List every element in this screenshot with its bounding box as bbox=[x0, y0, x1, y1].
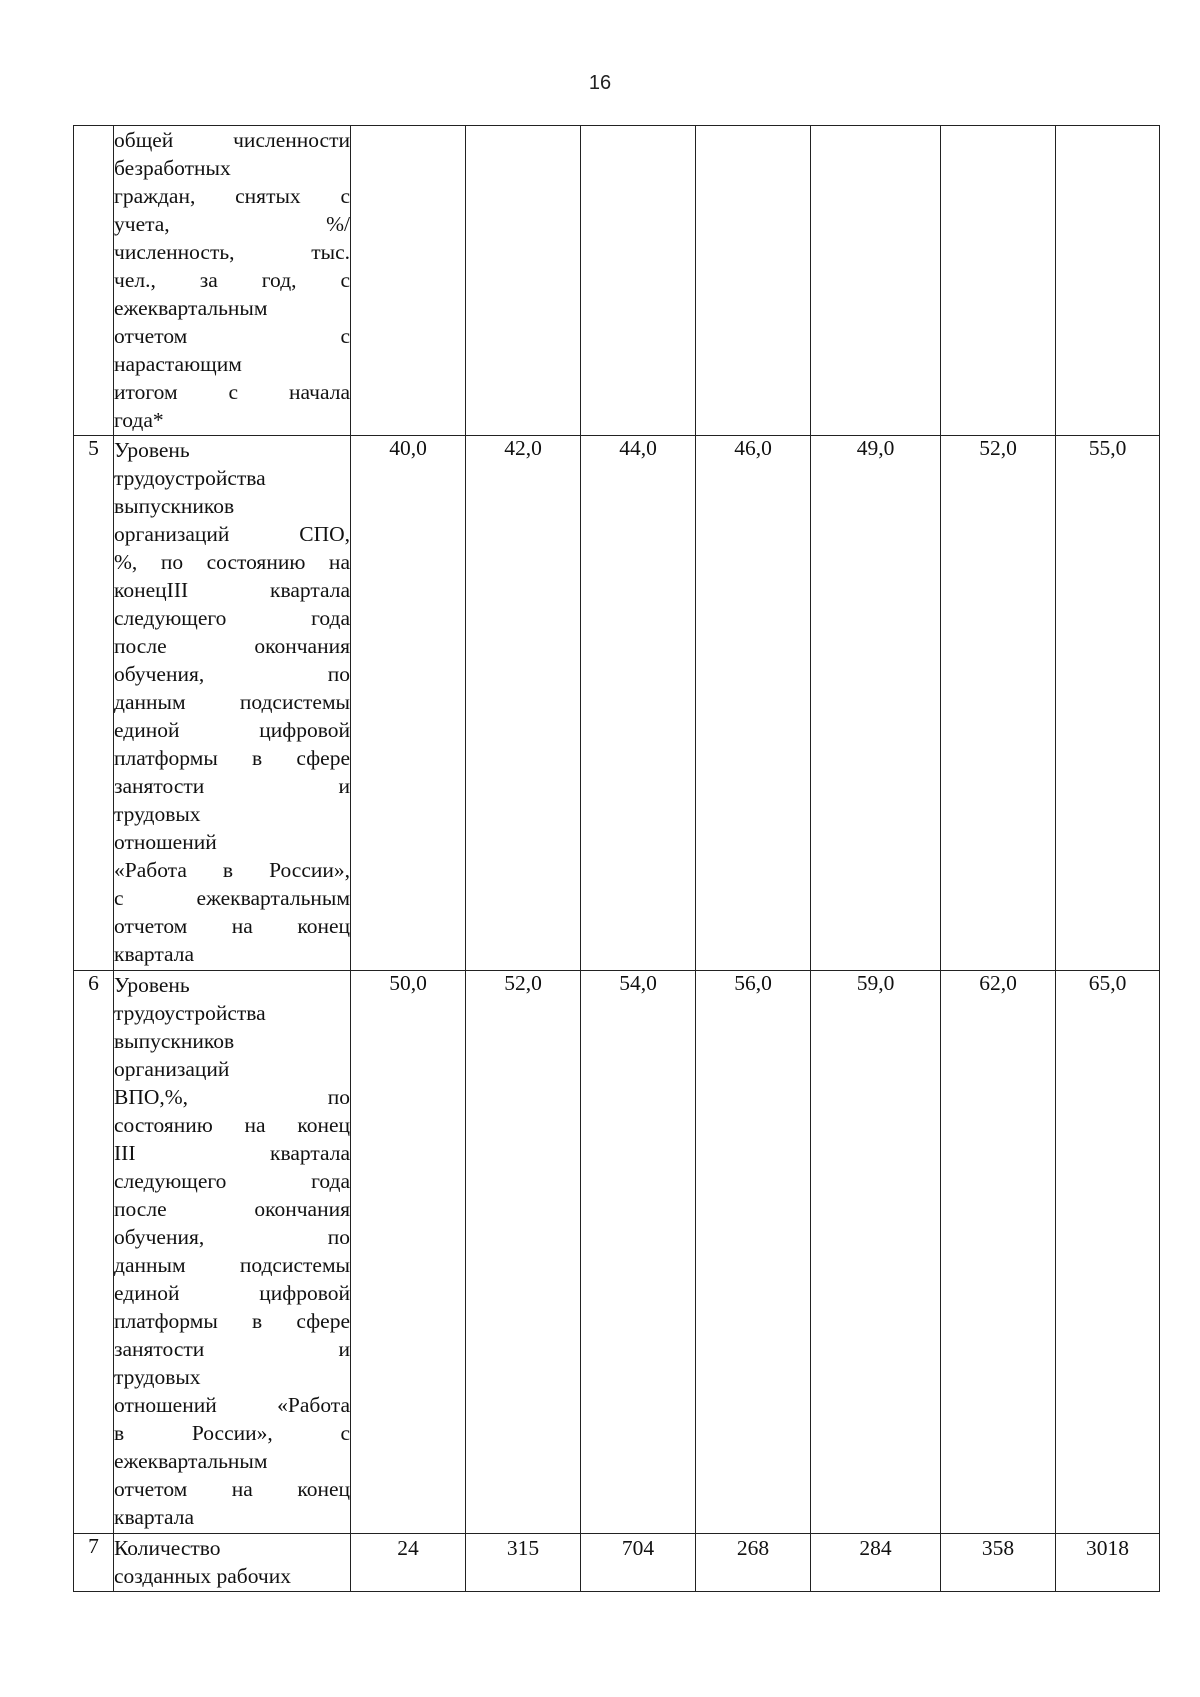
indicator-name-line: единой цифровой bbox=[114, 1281, 350, 1305]
value-cell: 49,0 bbox=[811, 436, 941, 971]
table-row bbox=[74, 126, 1160, 436]
value-cell: 3018 bbox=[1056, 1534, 1160, 1592]
indicator-name-line: данным подсистемы bbox=[114, 690, 350, 714]
value-cell: 59,0 bbox=[811, 971, 941, 1534]
indicator-name-line: занятости и bbox=[114, 774, 350, 798]
value-cell: 56,0 bbox=[696, 971, 811, 1534]
value-cell: 65,0 bbox=[1056, 971, 1160, 1534]
indicator-name-line: следующего года bbox=[114, 1169, 350, 1193]
indicator-name-line: ВПО,%, по bbox=[114, 1085, 350, 1109]
indicator-name-line: итогом с начала bbox=[114, 380, 350, 404]
indicator-name-line: граждан, снятых с bbox=[114, 184, 350, 208]
indicator-name-line: состоянию на конец bbox=[114, 1113, 350, 1137]
value-cell: 62,0 bbox=[941, 971, 1056, 1534]
value-cell bbox=[351, 126, 466, 436]
value-cell: 42,0 bbox=[466, 436, 581, 971]
indicator-name-line: трудоустройства bbox=[114, 1001, 266, 1025]
indicator-name-line: Уровень bbox=[114, 973, 190, 997]
indicator-name-line: обучения, по bbox=[114, 662, 350, 686]
row-number: 6 bbox=[74, 971, 114, 1534]
indicator-name-line: года* bbox=[114, 408, 164, 432]
value-cell bbox=[466, 126, 581, 436]
value-cell: 52,0 bbox=[466, 971, 581, 1534]
value-cell: 44,0 bbox=[581, 436, 696, 971]
value-cell bbox=[941, 126, 1056, 436]
value-cell: 24 bbox=[351, 1534, 466, 1592]
indicator-name-line: учета, %/ bbox=[114, 212, 350, 236]
indicator-name-line: данным подсистемы bbox=[114, 1253, 350, 1277]
indicator-name-line: нарастающим bbox=[114, 352, 242, 376]
indicator-name-line: единой цифровой bbox=[114, 718, 350, 742]
value-cell: 358 bbox=[941, 1534, 1056, 1592]
indicator-name-line: отчетом на конец bbox=[114, 1477, 350, 1501]
indicator-name-line: %, по состоянию на bbox=[114, 550, 350, 574]
value-cell: 268 bbox=[696, 1534, 811, 1592]
indicator-name bbox=[114, 1534, 351, 1592]
indicator-name-line: III квартала bbox=[114, 1141, 350, 1165]
table-body bbox=[74, 126, 1160, 1592]
indicator-name-line: отношений «Работа bbox=[114, 1393, 350, 1417]
indicator-name-line: Уровень bbox=[114, 438, 190, 462]
indicator-name-line: следующего года bbox=[114, 606, 350, 630]
page-number: 16 bbox=[588, 72, 612, 94]
indicator-name-line: общей численности bbox=[114, 128, 350, 152]
indicator-name-line: трудоустройства bbox=[114, 466, 266, 490]
indicator-name-line: после окончания bbox=[114, 1197, 350, 1221]
value-cell bbox=[1056, 126, 1160, 436]
indicator-name-line: квартала bbox=[114, 942, 194, 966]
row-number: 5 bbox=[74, 436, 114, 971]
indicator-name-line: в России», с bbox=[114, 1421, 350, 1445]
indicator-name-line: созданных рабочих bbox=[114, 1564, 291, 1588]
indicator-name-line: обучения, по bbox=[114, 1225, 350, 1249]
indicator-name-line: квартала bbox=[114, 1505, 194, 1529]
indicator-name-line: отношений bbox=[114, 830, 217, 854]
indicator-name-line: трудовых bbox=[114, 1365, 201, 1389]
table-row bbox=[74, 436, 1160, 971]
indicator-name-line: Количество bbox=[114, 1536, 221, 1560]
value-cell bbox=[581, 126, 696, 436]
table-row bbox=[74, 1534, 1160, 1592]
value-cell bbox=[696, 126, 811, 436]
indicator-name-line: выпускников bbox=[114, 494, 235, 518]
indicator-name-line: платформы в сфере bbox=[114, 1309, 350, 1333]
indicator-name-line: после окончания bbox=[114, 634, 350, 658]
value-cell: 55,0 bbox=[1056, 436, 1160, 971]
indicator-name-line: отчетом с bbox=[114, 324, 350, 348]
value-cell: 315 bbox=[466, 1534, 581, 1592]
indicator-name bbox=[114, 126, 351, 436]
value-cell: 46,0 bbox=[696, 436, 811, 971]
indicator-name-line: безработных bbox=[114, 156, 231, 180]
value-cell: 40,0 bbox=[351, 436, 466, 971]
value-cell: 54,0 bbox=[581, 971, 696, 1534]
value-cell: 284 bbox=[811, 1534, 941, 1592]
indicator-name-line: ежеквартальным bbox=[114, 296, 268, 320]
indicator-name bbox=[114, 436, 351, 971]
indicators-table bbox=[73, 125, 1160, 1592]
indicator-name-line: организаций bbox=[114, 1057, 230, 1081]
indicator-name-line: чел., за год, с bbox=[114, 268, 350, 292]
value-cell: 704 bbox=[581, 1534, 696, 1592]
indicator-name-line: с ежеквартальным bbox=[114, 886, 350, 910]
indicator-name-line: отчетом на конец bbox=[114, 914, 350, 938]
value-cell: 50,0 bbox=[351, 971, 466, 1534]
indicator-name-line: занятости и bbox=[114, 1337, 350, 1361]
indicator-name-line: «Работа в России», bbox=[114, 858, 350, 882]
indicator-name-line: трудовых bbox=[114, 802, 201, 826]
indicator-name-line: ежеквартальным bbox=[114, 1449, 268, 1473]
indicator-name-line: конецIII квартала bbox=[114, 578, 350, 602]
value-cell: 52,0 bbox=[941, 436, 1056, 971]
indicator-name bbox=[114, 971, 351, 1534]
indicator-name-line: выпускников bbox=[114, 1029, 235, 1053]
indicator-name-line: численность, тыс. bbox=[114, 240, 350, 264]
indicator-name-line: платформы в сфере bbox=[114, 746, 350, 770]
value-cell bbox=[811, 126, 941, 436]
row-number: 7 bbox=[74, 1534, 114, 1592]
indicator-name-line: организаций СПО, bbox=[114, 522, 350, 546]
table-row bbox=[74, 971, 1160, 1534]
row-number bbox=[74, 126, 114, 436]
